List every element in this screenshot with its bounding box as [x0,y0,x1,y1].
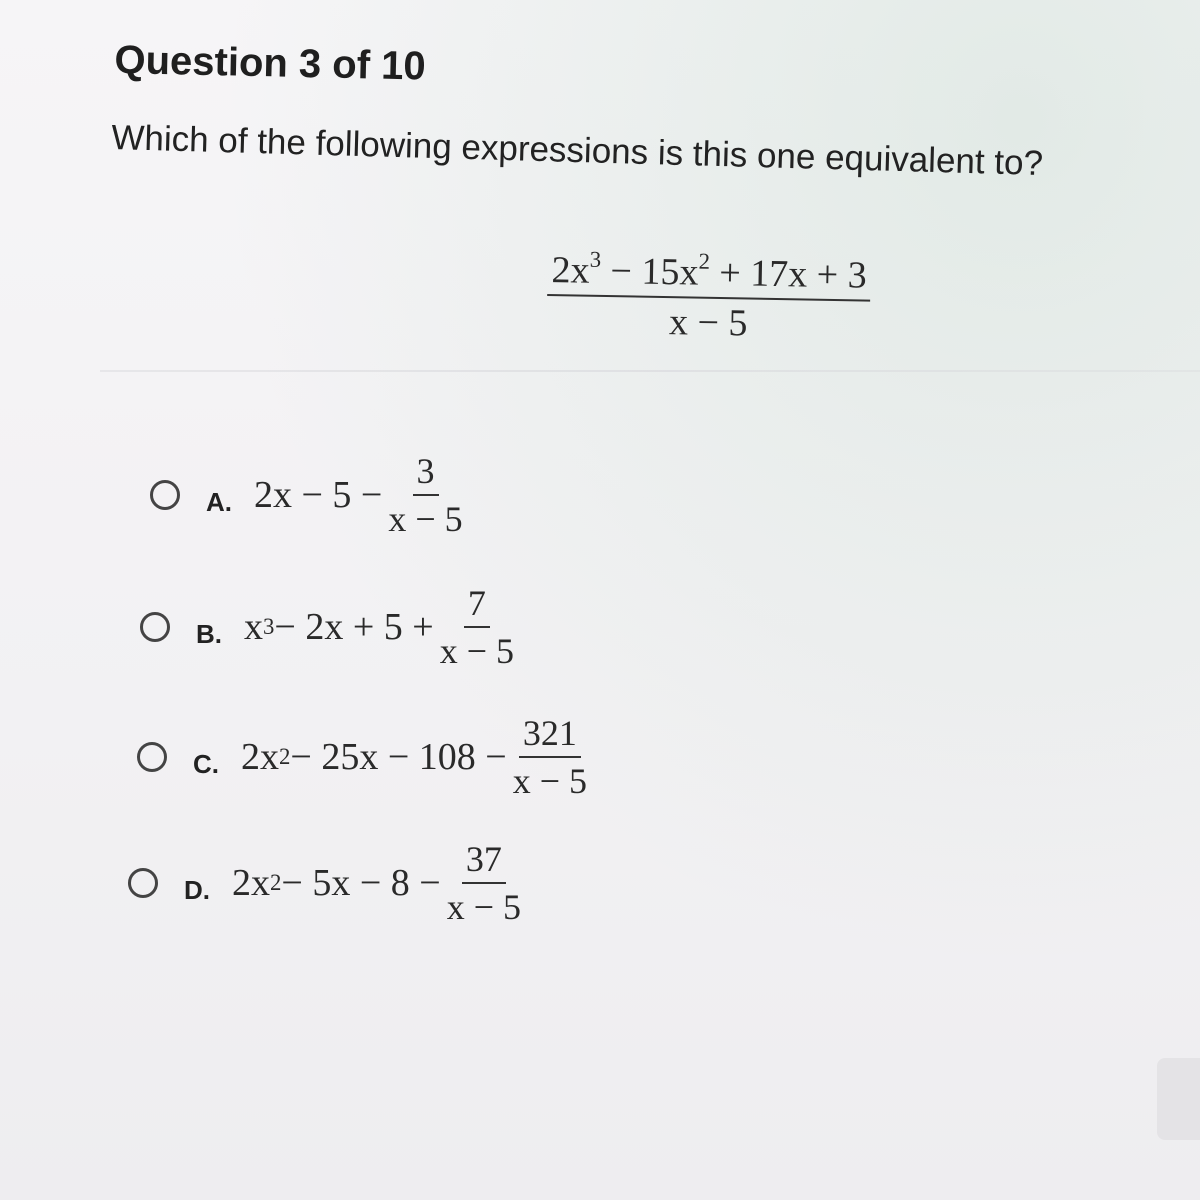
answer-option-c[interactable] [137,712,587,802]
question-denominator: x − 5 [668,301,748,345]
question-numerator: $2x^3 - 15x^2 + 17x + 3$ [547,248,871,302]
option-fraction: $\frac{37}{x - 5}$ [446,839,522,927]
option-letter: B. [196,618,222,649]
answer-option-d[interactable] [128,838,521,928]
radio-button-d[interactable] [128,868,158,898]
side-button-edge[interactable] [1157,1058,1200,1140]
answer-option-a[interactable] [150,450,463,540]
option-fraction: $\frac{7}{x - 5}$ [439,583,515,671]
question-prompt: Which of the following expressions is this one equivalent to? [110,118,1044,184]
option-fraction: $\frac{3}{x - 5}$ [388,451,463,539]
option-expression: 2x 2 − 5x − 8 − $\frac{37}{x - 5}$ [232,839,522,927]
section-divider [100,370,1200,372]
answer-option-b[interactable] [140,582,514,672]
option-expression: 2x 2 − 25x − 108 − $\frac{321}{x - 5}$ [241,713,588,801]
option-expression: 2x − 5 − $\frac{3}{x - 5}$ [254,451,463,539]
option-fraction: $\frac{321}{x - 5}$ [512,713,588,801]
question-fraction [546,248,871,348]
option-letter: C. [193,748,219,779]
question-expression [546,248,871,348]
option-expression: x 3 − 2x + 5 + $\frac{7}{x - 5}$ [244,583,515,671]
option-letter: A. [206,486,232,517]
radio-button-c[interactable] [137,742,167,772]
radio-button-b[interactable] [140,612,170,642]
question-counter: Question 3 of 10 [114,38,427,89]
radio-button-a[interactable] [150,480,180,510]
option-letter: D. [184,874,210,905]
